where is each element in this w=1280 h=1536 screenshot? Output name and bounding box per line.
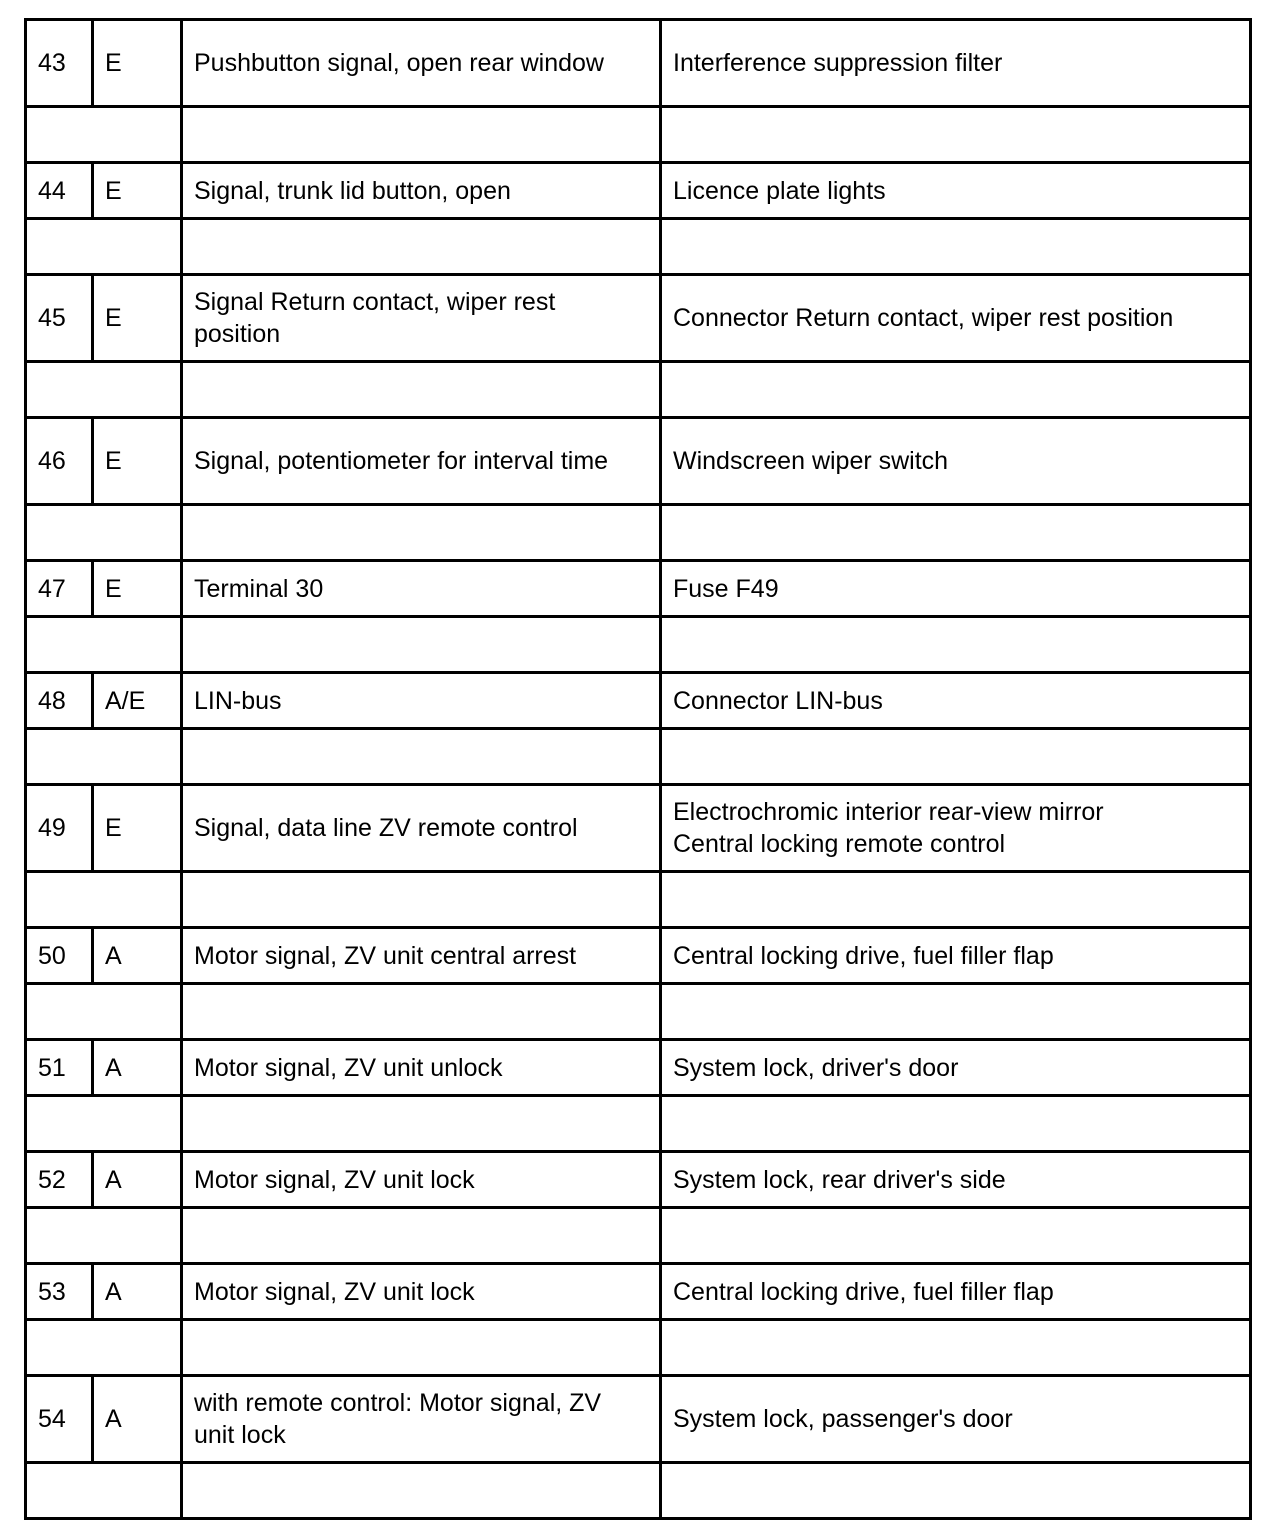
empty-cell — [26, 872, 182, 928]
direction-cell: E — [93, 561, 182, 617]
spacer-row — [26, 107, 1251, 163]
pin-number-cell: 51 — [26, 1040, 93, 1096]
table-row — [26, 1040, 1251, 1096]
spacer-row — [26, 505, 1251, 561]
empty-cell — [661, 219, 1251, 275]
empty-cell — [661, 1320, 1251, 1376]
empty-cell — [182, 107, 661, 163]
empty-cell — [26, 1096, 182, 1152]
table-body — [26, 20, 1251, 1519]
pin-number-cell: 48 — [26, 673, 93, 729]
spacer-row — [26, 1208, 1251, 1264]
empty-cell — [26, 984, 182, 1040]
pin-number-cell: 44 — [26, 163, 93, 219]
empty-cell — [661, 362, 1251, 418]
empty-cell — [661, 617, 1251, 673]
connection-cell: Licence plate lights — [661, 163, 1251, 219]
empty-cell — [182, 729, 661, 785]
direction-cell: E — [93, 163, 182, 219]
table-row — [26, 163, 1251, 219]
empty-cell — [182, 219, 661, 275]
connection-cell: Interference suppression filter — [661, 20, 1251, 107]
empty-cell — [26, 1463, 182, 1519]
signal-cell: Signal Return contact, wiper rest position — [182, 275, 661, 362]
empty-cell — [661, 984, 1251, 1040]
empty-cell — [182, 872, 661, 928]
empty-cell — [661, 1463, 1251, 1519]
pin-number-cell: 46 — [26, 418, 93, 505]
pin-number-cell: 50 — [26, 928, 93, 984]
empty-cell — [26, 362, 182, 418]
empty-cell — [26, 1208, 182, 1264]
pin-number-cell: 43 — [26, 20, 93, 107]
spacer-row — [26, 984, 1251, 1040]
empty-cell — [182, 1208, 661, 1264]
empty-cell — [26, 617, 182, 673]
direction-cell: A/E — [93, 673, 182, 729]
signal-cell: Motor signal, ZV unit lock — [182, 1152, 661, 1208]
table-row — [26, 1376, 1251, 1463]
signal-cell: Motor signal, ZV unit lock — [182, 1264, 661, 1320]
direction-cell: A — [93, 1040, 182, 1096]
empty-cell — [182, 1463, 661, 1519]
spacer-row — [26, 1463, 1251, 1519]
spacer-row — [26, 872, 1251, 928]
connection-cell: Fuse F49 — [661, 561, 1251, 617]
signal-cell: Terminal 30 — [182, 561, 661, 617]
direction-cell: E — [93, 275, 182, 362]
direction-cell: A — [93, 1376, 182, 1463]
empty-cell — [26, 505, 182, 561]
signal-cell: Motor signal, ZV unit unlock — [182, 1040, 661, 1096]
table-row — [26, 785, 1251, 872]
pin-number-cell: 49 — [26, 785, 93, 872]
connection-cell: Connector LIN-bus — [661, 673, 1251, 729]
table-row — [26, 561, 1251, 617]
spacer-row — [26, 617, 1251, 673]
pin-number-cell: 53 — [26, 1264, 93, 1320]
connection-cell: System lock, passenger's door — [661, 1376, 1251, 1463]
empty-cell — [182, 505, 661, 561]
empty-cell — [661, 729, 1251, 785]
empty-cell — [661, 505, 1251, 561]
signal-cell: Signal, trunk lid button, open — [182, 163, 661, 219]
table-row — [26, 20, 1251, 107]
connection-cell: System lock, rear driver's side — [661, 1152, 1251, 1208]
table-row — [26, 1264, 1251, 1320]
empty-cell — [661, 1208, 1251, 1264]
empty-cell — [182, 362, 661, 418]
empty-cell — [182, 1096, 661, 1152]
direction-cell: E — [93, 20, 182, 107]
direction-cell: E — [93, 785, 182, 872]
direction-cell: A — [93, 1152, 182, 1208]
signal-cell: Signal, potentiometer for interval time — [182, 418, 661, 505]
signal-cell: with remote control: Motor signal, ZV unit lock — [182, 1376, 661, 1463]
spacer-row — [26, 1096, 1251, 1152]
pin-number-cell: 52 — [26, 1152, 93, 1208]
empty-cell — [661, 107, 1251, 163]
empty-cell — [26, 219, 182, 275]
table-row — [26, 928, 1251, 984]
empty-cell — [182, 984, 661, 1040]
empty-cell — [182, 617, 661, 673]
empty-cell — [661, 872, 1251, 928]
empty-cell — [26, 729, 182, 785]
empty-cell — [26, 107, 182, 163]
spacer-row — [26, 362, 1251, 418]
spacer-row — [26, 1320, 1251, 1376]
table-row — [26, 1152, 1251, 1208]
connection-cell: Electrochromic interior rear-view mirror Central locking remote control — [661, 785, 1251, 872]
signal-cell: Signal, data line ZV remote control — [182, 785, 661, 872]
pin-assignment-table — [24, 18, 1252, 1520]
empty-cell — [661, 1096, 1251, 1152]
signal-cell: Motor signal, ZV unit central arrest — [182, 928, 661, 984]
signal-cell: LIN-bus — [182, 673, 661, 729]
table-row — [26, 418, 1251, 505]
pin-number-cell: 47 — [26, 561, 93, 617]
signal-cell: Pushbutton signal, open rear window — [182, 20, 661, 107]
connection-cell: System lock, driver's door — [661, 1040, 1251, 1096]
connection-cell: Connector Return contact, wiper rest position — [661, 275, 1251, 362]
table-row — [26, 673, 1251, 729]
table-row — [26, 275, 1251, 362]
pin-number-cell: 54 — [26, 1376, 93, 1463]
spacer-row — [26, 219, 1251, 275]
empty-cell — [26, 1320, 182, 1376]
pin-number-cell: 45 — [26, 275, 93, 362]
connection-cell: Central locking drive, fuel filler flap — [661, 1264, 1251, 1320]
spacer-row — [26, 729, 1251, 785]
direction-cell: A — [93, 1264, 182, 1320]
empty-cell — [182, 1320, 661, 1376]
connection-cell: Central locking drive, fuel filler flap — [661, 928, 1251, 984]
direction-cell: A — [93, 928, 182, 984]
direction-cell: E — [93, 418, 182, 505]
connection-cell: Windscreen wiper switch — [661, 418, 1251, 505]
